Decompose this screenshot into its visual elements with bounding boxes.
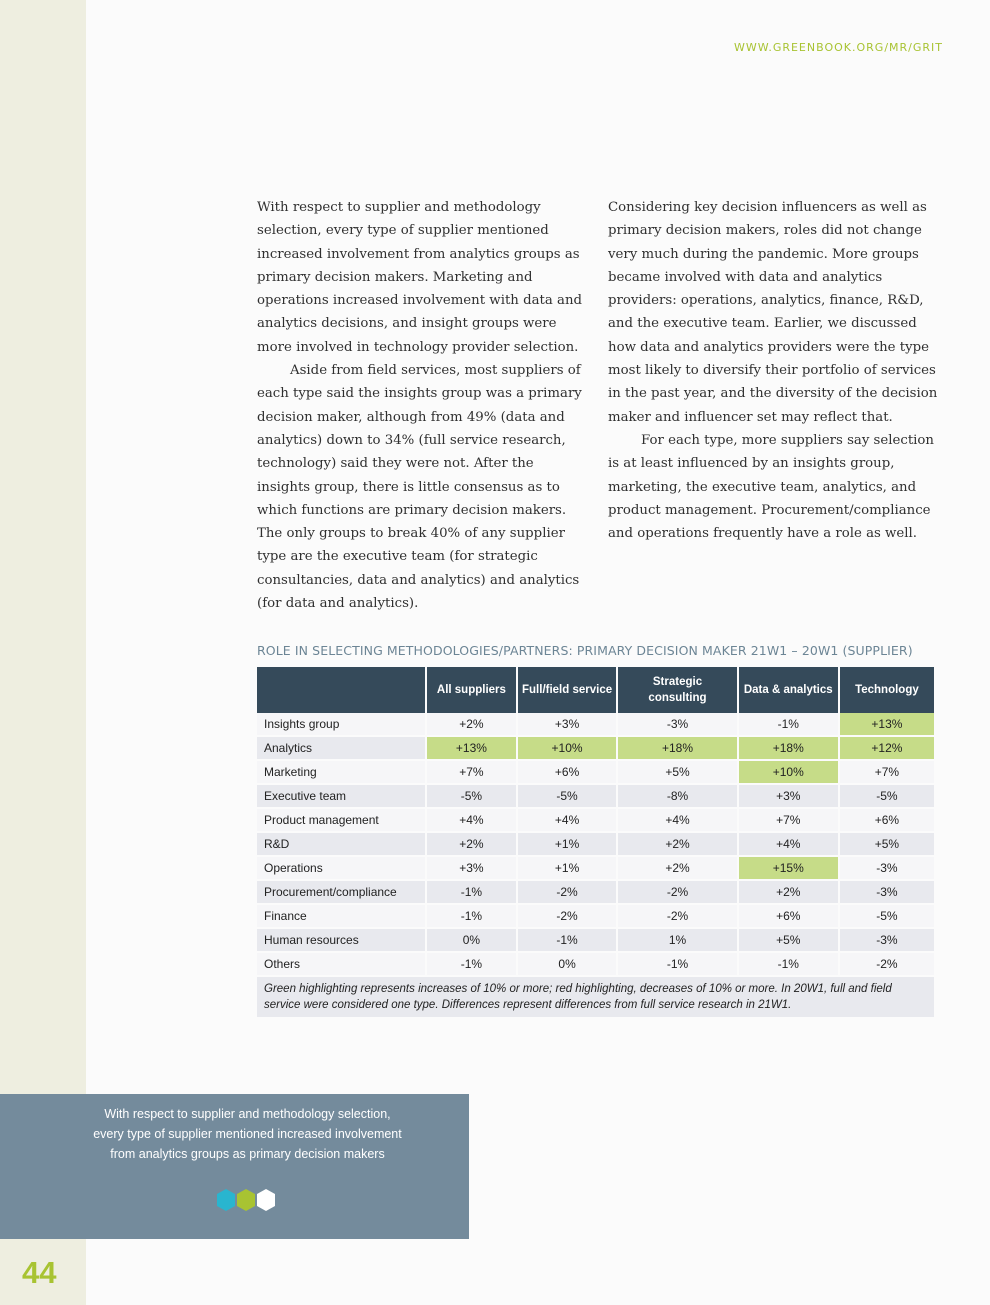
row-label: Insights group [257,713,427,737]
value-cell: +2% [739,881,840,905]
value-cell: +6% [518,761,618,785]
hexagon-logo-icon [216,1188,280,1212]
value-cell: -5% [427,785,518,809]
table-row [257,857,934,881]
value-cell: +2% [618,857,738,881]
table-header-row [257,667,934,713]
value-cell: +5% [739,929,840,953]
value-cell: +3% [427,857,518,881]
body-paragraph: For each type, more suppliers say selection is at least influenced by an insights group, marketing, the executive team, analytics, and product management. Procurement/compliance and operations frequently have a role as well. [608,432,934,542]
body-paragraph: Considering key decision influencers as well as primary decision makers, roles did not change very much during the pandemic. More groups became involved with data and analytics providers: operations, analytics, finance, R&D, and the executive team. Earlier, we discussed how data and analytics providers were the type most likely to diversify their portfolio of services in the past year, and the diversity of the decision maker and influencer set may reflect that. [608,200,938,425]
value-cell: -2% [518,905,618,929]
table-row [257,713,934,737]
table-note-row [257,977,934,1019]
row-label: Executive team [257,785,427,809]
value-cell: +7% [427,761,518,785]
value-cell: -1% [427,881,518,905]
value-cell: -3% [840,881,934,905]
value-cell: +18% [618,737,738,761]
value-cell: -5% [518,785,618,809]
value-cell: -3% [618,713,738,737]
body-column-left [257,196,587,615]
header-cell: Data & analytics [739,667,840,713]
header-cell: Strategic consulting [618,667,738,713]
value-cell: +5% [618,761,738,785]
value-cell: +5% [840,833,934,857]
value-cell: +18% [739,737,840,761]
value-cell: -1% [427,953,518,977]
pull-quote-text [60,1104,435,1164]
value-cell: -1% [618,953,738,977]
table-row [257,953,934,977]
value-cell: +2% [427,713,518,737]
body-paragraph: Aside from field services, most suppliers of each type said the insights group was a primary decision maker, although from 49% (data and analytics) down to 34% (full service research, technology) said they were not. After the insights group, there is little consensus as to which functions are primary decision makers. The only groups to break 40% of any supplier type are the executive team (for strategic consultancies, data and analytics) and analytics (for data and analytics). [257,363,582,612]
value-cell: +7% [739,809,840,833]
value-cell: +13% [840,713,934,737]
value-cell: +4% [618,809,738,833]
body-column-right [608,196,938,545]
hexagon-green-icon [237,1189,255,1211]
table-footnote: Green highlighting represents increases of 10% or more; red highlighting, decreases of 10% or more. In 20W1, full and field service were considered one type. Differences represent differences from full service research in 21W1. [257,977,934,1019]
value-cell: +1% [518,833,618,857]
value-cell: +15% [739,857,840,881]
body-paragraph: With respect to supplier and methodology selection, every type of supplier mentioned increased involvement from analytics groups as primary decision makers. Marketing and operations increased involvement with data and analytics decisions, and insight groups were more involved in technology provider selection. [257,200,583,355]
header-url: WWW.GREENBOOK.ORG/MR/GRIT [733,41,943,54]
row-label: Procurement/compliance [257,881,427,905]
value-cell: -1% [739,953,840,977]
value-cell: +7% [840,761,934,785]
value-cell: -5% [840,905,934,929]
table-title: ROLE IN SELECTING METHODOLOGIES/PARTNERS: PRIMARY DECISION MAKER 21W1 – 20W1 (SUPPLIER) [257,643,913,658]
value-cell: -1% [739,713,840,737]
row-label: Marketing [257,761,427,785]
value-cell: -2% [518,881,618,905]
hexagon-white-icon [257,1189,275,1211]
value-cell: 1% [618,929,738,953]
value-cell: -1% [427,905,518,929]
value-cell: +10% [739,761,840,785]
table-row [257,809,934,833]
table-row [257,881,934,905]
value-cell: -2% [618,905,738,929]
table-row [257,833,934,857]
page-number: 44 [22,1255,57,1290]
table-row [257,785,934,809]
value-cell: 0% [427,929,518,953]
row-label: Others [257,953,427,977]
header-cell: All suppliers [427,667,518,713]
value-cell: +6% [739,905,840,929]
decision-maker-table [257,667,934,1019]
header-cell-empty [257,667,427,713]
value-cell: -3% [840,929,934,953]
hexagon-blue-icon [217,1189,235,1211]
row-label: Product management [257,809,427,833]
table-row [257,929,934,953]
value-cell: +10% [518,737,618,761]
value-cell: 0% [518,953,618,977]
value-cell: +4% [739,833,840,857]
table-row [257,737,934,761]
pull-quote-callout [0,1094,469,1239]
table-row [257,761,934,785]
value-cell: +13% [427,737,518,761]
value-cell: -8% [618,785,738,809]
value-cell: +2% [618,833,738,857]
pull-quote-line: from analytics groups as primary decision makers [110,1147,385,1161]
row-label: Human resources [257,929,427,953]
row-label: Finance [257,905,427,929]
header-cell: Technology [840,667,934,713]
row-label: Operations [257,857,427,881]
value-cell: -2% [840,953,934,977]
row-label: R&D [257,833,427,857]
value-cell: +6% [840,809,934,833]
value-cell: +4% [518,809,618,833]
pull-quote-line: every type of supplier mentioned increased involvement [93,1127,402,1141]
value-cell: -3% [840,857,934,881]
pull-quote-line: With respect to supplier and methodology selection, [104,1107,391,1121]
value-cell: +2% [427,833,518,857]
value-cell: -5% [840,785,934,809]
value-cell: +12% [840,737,934,761]
table-row [257,905,934,929]
value-cell: +1% [518,857,618,881]
value-cell: +4% [427,809,518,833]
value-cell: +3% [739,785,840,809]
value-cell: -1% [518,929,618,953]
row-label: Analytics [257,737,427,761]
header-cell: Full/field service [518,667,618,713]
value-cell: +3% [518,713,618,737]
value-cell: -2% [618,881,738,905]
